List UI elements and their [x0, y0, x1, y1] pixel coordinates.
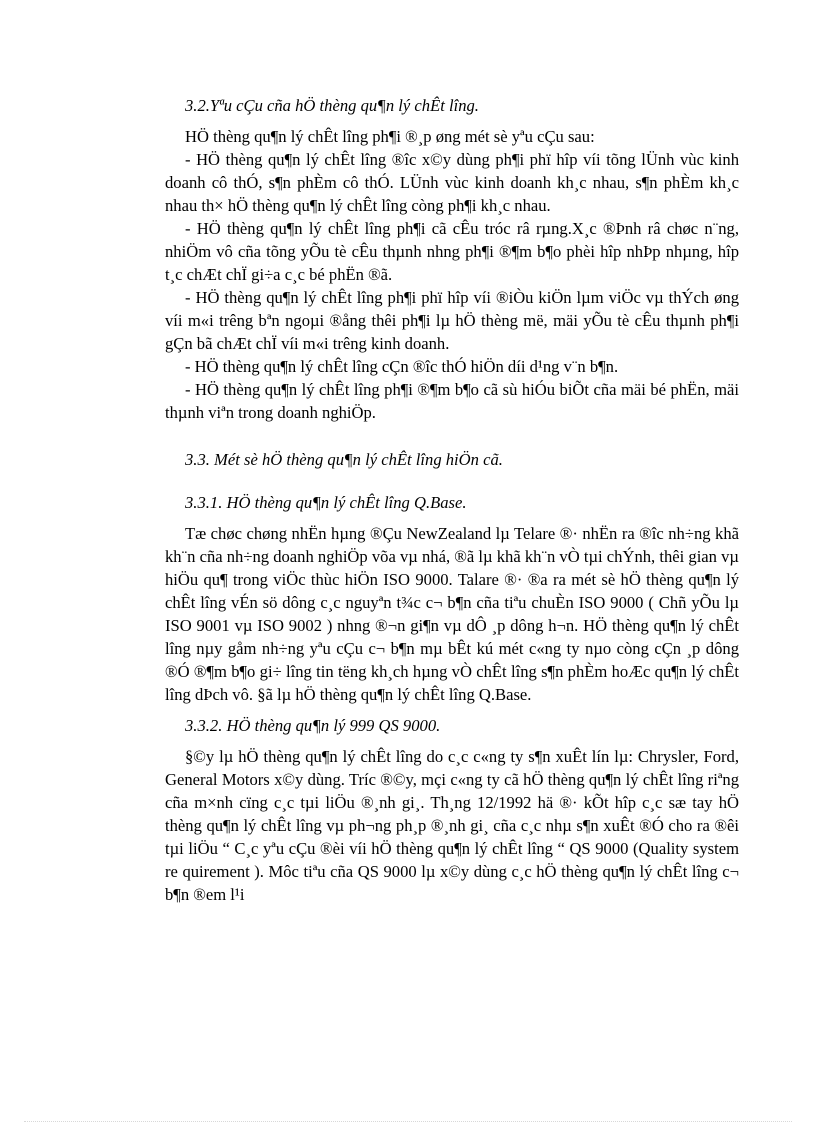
paragraph-requirement-1: - HÖ thèng qu¶n lý chÊt lîng ®îc x©y dùng ph¶i phï hîp víi tõng lÜnh vùc kinh doanh cô thÓ, s¶n phÈm cô thÓ. LÜnh vùc kinh doanh kh¸c nhau, s¶n phÈm kh¸c nhau th× hÖ thèng qu¶n lý chÊt lîng còng ph¶i kh¸c nhau.	[165, 150, 739, 215]
paragraph-qs9000: §©y lµ hÖ thèng qu¶n lý chÊt lîng do c¸c c«ng ty s¶n xuÊt lín lµ: Chrysler, Ford, General Motors x©y dùng. Tríc ®©y, mçi c«ng ty cã hÖ thèng qu¶n lý chÊt lîng riªng cña m×nh cïng c¸c tµi liÖu ®¸nh gi¸. Th¸ng 12/1992 hä ®· kÕt hîp c¸c sæ tay hÖ thèng qu¶n lý chÊt lîng vµ ph¬ng ph¸p ®¸nh gi¸ cña c¸c nhµ s¶n xuÊt ®Ó cho ra ®êi tµi liÖu “ C¸c yªu cÇu ®èi víi hÖ thèng qu¶n lý chÊt lîng “ QS 9000 (Quality system re quirement ). Môc tiªu cña QS 9000 lµ x©y dùng c¸c hÖ thèng qu¶n lý chÊt lîng c¬ b¶n ®em l¹i	[165, 747, 739, 904]
paragraph-requirement-2: - HÖ thèng qu¶n lý chÊt lîng ph¶i cã cÊu tróc râ rµng.X¸c ®Þnh râ chøc n¨ng, nhiÖm vô cña tõng yÕu tè cÊu thµnh nhng ph¶i ®¶m b¶o phèi hîp nhÞp nhµng, hîp t¸c chÆt chÏ gi÷a c¸c bé phËn ®ã.	[165, 219, 739, 284]
document-body	[165, 94, 739, 906]
section-heading-3-2: 3.2.Yªu cÇu cña hÖ thèng qu¶n lý chÊt lîng.	[185, 96, 479, 115]
paragraph-requirement-5: - HÖ thèng qu¶n lý chÊt lîng ph¶i ®¶m b¶o cã sù hiÓu biÕt cña mäi bé phËn, mäi thµnh viªn trong doanh nghiÖp.	[165, 380, 739, 422]
paragraph-requirement-4: - HÖ thèng qu¶n lý chÊt lîng cÇn ®îc thÓ hiÖn díi d¹ng v¨n b¶n.	[185, 357, 619, 376]
section-heading-3-3-2: 3.3.2. HÖ thèng qu¶n lý 999 QS 9000.	[185, 716, 441, 735]
section-heading-3-3: 3.3. Mét sè hÖ thèng qu¶n lý chÊt lîng hiÖn cã.	[185, 450, 503, 469]
paragraph-requirement-3: - HÖ thèng qu¶n lý chÊt lîng ph¶i phï hîp víi ®iÒu kiÖn lµm viÖc vµ thÝch øng víi m«i trêng bªn ngoµi ®ång thêi ph¶i lµ hÖ thèng më, mäi yÕu tè cÊu thµnh ph¶i gÇn bã chÆt chÏ víi m«i trêng kinh doanh.	[165, 288, 739, 353]
page-bottom-rule	[24, 1121, 792, 1122]
paragraph-intro: HÖ thèng qu¶n lý chÊt lîng ph¶i ®¸p øng mét sè yªu cÇu sau:	[185, 127, 595, 146]
section-heading-3-3-1: 3.3.1. HÖ thèng qu¶n lý chÊt lîng Q.Base.	[185, 493, 467, 512]
paragraph-qbase: Tæ chøc chøng nhËn hµng ®Çu NewZealand lµ Telare ®· nhËn ra ®îc nh÷ng khã kh¨n cña nh÷ng doanh nghiÖp võa vµ nhá, ®ã lµ khã kh¨n vÒ tµi chÝnh, thêi gian vµ hiÖu qu¶ trong viÖc thùc hiÖn ISO 9000. Talare ®· ®a ra mét sè hÖ thèng qu¶n lý chÊt lîng vÉn sö dông c¸c nguyªn t¾c c¬ b¶n cña tiªu chuÈn ISO 9000 ( Chñ yÕu lµ ISO 9001 vµ ISO 9002 ) nhng ®¬n gi¶n vµ dÔ ¸p dông h¬n. HÖ thèng qu¶n lý chÊt lîng nµy gåm nh÷ng yªu cÇu c¬ b¶n mµ bÊt kú mét c«ng ty nµo còng cÇn ¸p dông ®Ó ®¶m b¶o gi÷ lîng tin tëng kh¸ch hµng vÒ chÊt lîng s¶n phÈm hoÆc qu¶n lý chÊt lîng dÞch vô. §ã lµ hÖ thèng qu¶n lý chÊt lîng Q.Base.	[165, 524, 739, 704]
